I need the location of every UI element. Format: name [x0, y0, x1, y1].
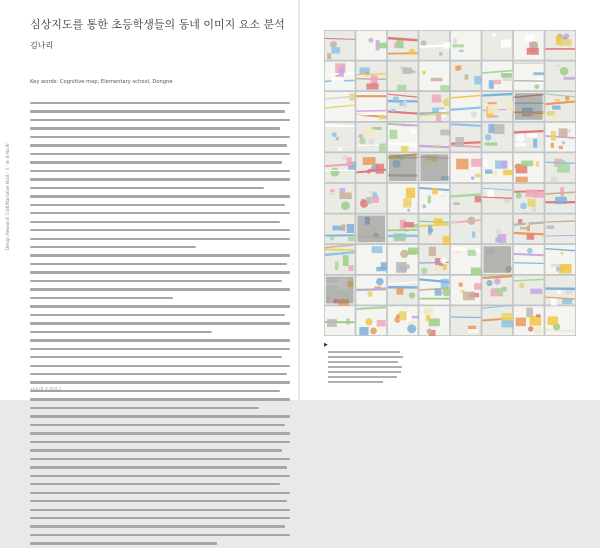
drawing-tile — [451, 122, 482, 152]
text-line — [30, 124, 290, 132]
drawing-tile — [482, 153, 513, 183]
drawing-tile — [325, 153, 357, 183]
drawing-tile — [545, 275, 576, 305]
dark-drawing-tile — [389, 154, 417, 181]
drawing-tile — [419, 214, 455, 246]
drawing-tile — [419, 245, 450, 275]
page-footer: 서울대 조형연구 — [30, 387, 62, 393]
left-page — [0, 0, 300, 400]
article-author: 김나리 — [30, 40, 53, 51]
text-line — [30, 336, 290, 344]
drawing-tile — [325, 184, 356, 214]
text-line — [30, 184, 290, 192]
text-line — [30, 362, 290, 370]
text-line — [30, 150, 290, 158]
journal-side-label: Design Research Craft/Narrative Vol.8 · 3 · Ⅲ-8 No.9/ — [5, 120, 15, 250]
drawing-tile — [545, 92, 576, 122]
collage-drawings — [324, 30, 576, 336]
drawing-tile — [545, 214, 576, 244]
drawing-tile — [388, 306, 420, 336]
caption-line — [328, 351, 400, 353]
dark-drawing-tile — [326, 277, 354, 304]
text-line — [30, 421, 290, 429]
text-line — [30, 404, 290, 412]
text-line — [30, 489, 290, 497]
drawing-tile — [482, 122, 513, 152]
text-line — [30, 328, 290, 336]
drawing-tile — [514, 275, 545, 305]
drawing-tile — [545, 61, 576, 91]
drawing-tile — [514, 61, 545, 91]
drawing-tile — [482, 305, 513, 335]
drawing-tile — [451, 275, 487, 305]
caption-line — [328, 356, 403, 358]
drawing-tile — [419, 31, 453, 61]
drawing-tile — [356, 306, 387, 336]
drawing-tile — [451, 214, 482, 244]
caption-text-lines — [324, 351, 402, 383]
drawing-tile — [545, 245, 576, 275]
drawing-tile — [325, 122, 356, 152]
drawing-tile — [482, 214, 513, 244]
drawing-tile — [325, 92, 356, 122]
drawing-tile — [451, 31, 482, 61]
drawing-tile — [356, 153, 387, 183]
drawing-tile — [545, 31, 576, 61]
drawing-tile — [325, 245, 356, 275]
caption-line — [328, 361, 398, 363]
text-line — [30, 311, 290, 319]
drawing-tile — [388, 245, 419, 275]
pointer-triangle-icon: ▶ — [324, 342, 402, 348]
drawing-tile — [388, 61, 419, 91]
text-line — [30, 116, 290, 124]
text-line — [30, 268, 290, 276]
text-line — [30, 167, 290, 175]
drawing-tile — [325, 306, 356, 336]
caption-line — [328, 371, 401, 373]
text-line — [30, 463, 290, 471]
drawing-tile — [514, 245, 545, 275]
text-line — [30, 133, 290, 141]
drawing-tile — [356, 275, 387, 305]
drawing-tile — [451, 92, 482, 122]
text-line — [30, 497, 290, 505]
text-line — [30, 294, 290, 302]
drawing-tile — [356, 92, 387, 122]
drawing-tile — [482, 31, 513, 61]
text-line — [30, 412, 290, 420]
drawing-tile — [419, 184, 450, 214]
drawing-tile — [451, 153, 487, 183]
article-title: 심상지도를 통한 초등학생들의 동네 이미지 요소 분석 — [30, 16, 290, 32]
drawing-tile — [388, 92, 419, 122]
drawing-tile — [545, 306, 576, 336]
drawing-tile — [482, 61, 515, 91]
drawing-tile — [325, 61, 356, 91]
drawing-tile — [325, 31, 356, 61]
text-line — [30, 226, 290, 234]
drawing-tile — [419, 275, 450, 305]
text-line — [30, 251, 290, 259]
drawing-tile — [325, 214, 359, 244]
drawing-tile — [514, 122, 545, 152]
text-line — [30, 480, 290, 488]
dark-drawing-tile — [484, 246, 512, 273]
text-line — [30, 107, 290, 115]
dark-drawing-tile — [358, 216, 386, 243]
text-line — [30, 192, 290, 200]
drawing-tile — [356, 61, 387, 91]
text-line — [30, 235, 290, 243]
caption-line — [328, 366, 402, 368]
text-line — [30, 506, 290, 514]
drawing-tile — [419, 122, 453, 152]
text-line — [30, 302, 290, 310]
drawing-tile — [545, 153, 576, 183]
text-line — [30, 522, 290, 530]
drawing-tile — [451, 245, 483, 277]
drawing-tile — [388, 214, 419, 244]
drawing-tile — [451, 61, 485, 91]
text-line — [30, 472, 290, 480]
text-line — [30, 209, 290, 217]
drawing-tile — [545, 122, 576, 152]
drawing-tile — [356, 245, 387, 275]
text-line — [30, 353, 290, 361]
text-line — [30, 201, 290, 209]
text-line — [30, 99, 290, 107]
text-line — [30, 429, 290, 437]
text-line — [30, 378, 290, 386]
text-line — [30, 260, 290, 268]
drawing-tile — [451, 306, 482, 336]
drawing-tile — [419, 61, 451, 92]
text-line — [30, 514, 290, 522]
article-body-text — [30, 99, 290, 548]
figure-caption — [324, 342, 402, 383]
drawing-tile — [514, 214, 545, 244]
text-line — [30, 175, 290, 183]
drawing-tile — [388, 122, 419, 156]
text-line — [30, 218, 290, 226]
drawing-tile — [514, 31, 545, 61]
caption-line — [328, 381, 383, 383]
text-line — [30, 370, 290, 378]
drawing-tile — [356, 122, 387, 152]
drawing-tile — [482, 92, 515, 122]
text-line — [30, 387, 290, 395]
text-line — [30, 455, 290, 463]
cognitive-map-collage — [324, 30, 576, 336]
dark-drawing-tile — [421, 154, 449, 181]
dark-drawing-tile — [515, 93, 543, 120]
text-line — [30, 345, 290, 353]
keywords-line: Key words: Cognitive map, Elementary school, Dongne — [30, 79, 290, 85]
text-line — [30, 539, 290, 547]
drawing-tile — [356, 184, 387, 214]
drawing-tile — [419, 92, 450, 123]
text-line — [30, 158, 290, 166]
drawing-tile — [388, 184, 419, 214]
drawing-tile — [356, 31, 387, 61]
text-line — [30, 446, 290, 454]
text-line — [30, 141, 290, 149]
drawing-tile — [419, 306, 450, 336]
text-line — [30, 243, 290, 251]
drawing-tile — [482, 275, 513, 305]
drawing-tile — [514, 184, 545, 218]
drawing-tile — [388, 275, 419, 305]
text-line — [30, 531, 290, 539]
drawing-tile — [514, 306, 545, 336]
drawing-tile — [388, 31, 419, 61]
text-line — [30, 285, 290, 293]
drawing-tile — [545, 184, 576, 214]
drawing-tile — [451, 184, 482, 214]
drawing-tile — [482, 184, 513, 214]
caption-line — [328, 376, 397, 378]
text-line — [30, 277, 290, 285]
text-line — [30, 438, 290, 446]
drawing-tile — [514, 153, 545, 183]
text-line — [30, 319, 290, 327]
